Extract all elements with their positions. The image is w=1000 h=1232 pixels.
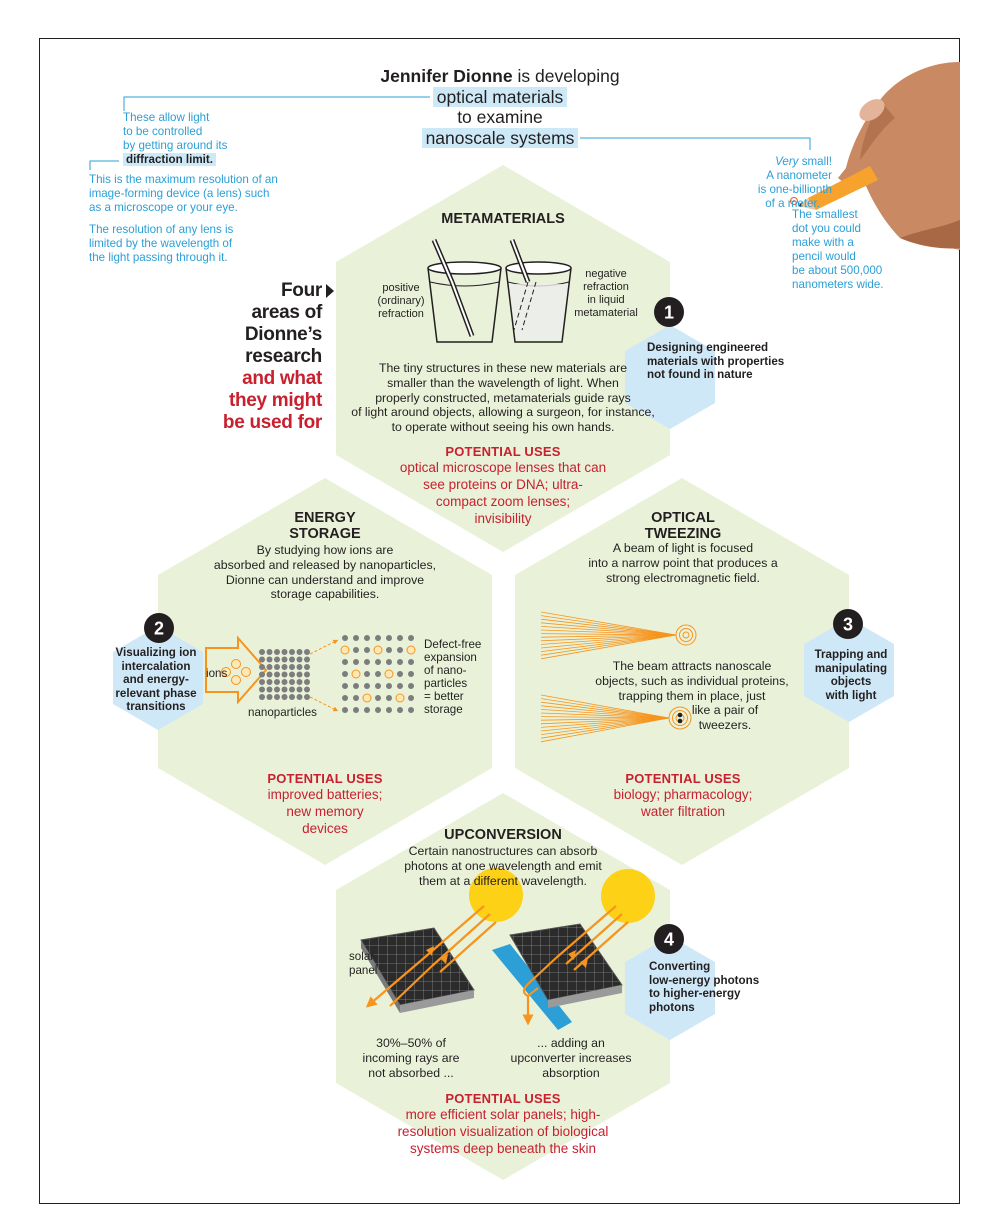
label-text: 30%–50% of	[376, 1036, 446, 1050]
note-pencil-dot	[792, 208, 884, 292]
nanoparticle-dot	[289, 664, 295, 670]
nanoparticle-dot	[342, 659, 348, 665]
note-text: limited by the wavelength of	[89, 237, 233, 250]
header-line1: is developing	[517, 66, 620, 86]
nanoparticle-dot	[342, 635, 348, 641]
nanoparticle-dot	[282, 694, 288, 700]
nanoparticle-dot	[267, 687, 273, 693]
nanoparticle-dot	[274, 672, 280, 678]
note-text: be about 500,000	[792, 264, 883, 277]
note-text: The smallest	[792, 208, 858, 221]
nanoparticle-dot	[397, 659, 403, 665]
nanoparticle-dot	[282, 687, 288, 693]
label-text: (ordinary)	[377, 295, 425, 307]
label-text: in liquid	[587, 294, 625, 306]
nanoparticle-dot	[297, 664, 303, 670]
intro-line: they might	[228, 390, 322, 411]
label-text: positive	[382, 282, 420, 294]
uses-line: improved batteries;	[267, 787, 383, 802]
label-text: of nano-	[424, 664, 467, 677]
nanoparticle-dot	[375, 707, 381, 713]
intro-arrow-icon	[326, 284, 334, 298]
badge-line: and energy-	[123, 673, 189, 686]
nanoparticle-dot	[386, 635, 392, 641]
body-line: Dionne can understand and improve	[225, 572, 425, 587]
title-line: ENERGY	[294, 510, 356, 526]
ion-dot	[407, 646, 415, 654]
intro-line: Four	[280, 280, 322, 301]
label-text: refraction	[583, 281, 629, 293]
body-line: them at a different wavelength.	[419, 873, 587, 888]
metamaterials-description	[350, 361, 656, 435]
body-line: objects, such as individual proteins,	[595, 673, 789, 688]
uses-title: POTENTIAL USES	[445, 444, 561, 459]
badge-line: photons	[649, 1000, 695, 1014]
body-line: like a pair of	[691, 703, 759, 718]
energy-storage-title	[225, 510, 425, 542]
nanoparticle-dot	[397, 647, 403, 653]
nanoparticle-dot	[259, 657, 265, 663]
uses-line: more efficient solar panels; high-	[405, 1107, 601, 1122]
nanoparticle-dot	[375, 635, 381, 641]
nanoparticle-dot	[408, 635, 414, 641]
ion-dot	[363, 694, 371, 702]
metamaterials-title: METAMATERIALS	[441, 211, 565, 227]
badge-2-number: 2	[153, 618, 165, 639]
nanoparticle-dot	[397, 707, 403, 713]
tweezing-description-2	[582, 659, 802, 733]
badge-line: Visualizing ion	[115, 646, 197, 659]
label-text: panel	[349, 964, 378, 977]
nanoparticle-dot	[386, 659, 392, 665]
nanoparticle-dot	[259, 649, 265, 655]
note-text: by getting around its	[123, 139, 228, 152]
note-small: small!	[801, 155, 832, 168]
uses-line: new memory	[286, 804, 364, 819]
nanoparticle-dot	[289, 679, 295, 685]
body-line: smaller than the wavelength of light. When	[387, 375, 619, 390]
badge-line: to higher-energy	[649, 987, 741, 1000]
uses-line: resolution visualization of biological	[397, 1124, 609, 1139]
nanoparticle-dot	[386, 647, 392, 653]
nanoparticle-dot	[297, 649, 303, 655]
note-text: image-forming device (a lens) such	[89, 187, 270, 200]
body-line: absorbed and released by nanoparticles,	[213, 557, 437, 572]
nanoparticle-dot	[375, 659, 381, 665]
nanoparticle-dot	[297, 657, 303, 663]
note-text: dot you could	[792, 222, 861, 235]
nanoparticle-dot	[353, 707, 359, 713]
intro-line: Dionne’s	[244, 324, 322, 345]
body-line: into a narrow point that produces a	[588, 555, 778, 570]
nanoparticle-dot	[267, 664, 273, 670]
note-text: These allow light	[123, 111, 210, 124]
note-text: as a microscope or your eye.	[89, 201, 238, 214]
uses-title: POTENTIAL USES	[445, 1091, 561, 1106]
label-text: metamaterial	[574, 307, 638, 319]
nanoparticle-dot	[289, 687, 295, 693]
nanoparticle-dot	[274, 649, 280, 655]
note-text: pencil would	[792, 250, 856, 263]
body-line: Certain nanostructures can absorb	[408, 844, 598, 858]
body-line: A beam of light is focused	[612, 541, 754, 555]
nanoparticle-dot	[297, 694, 303, 700]
badge-line: Designing engineered	[647, 341, 769, 354]
nanoparticle-dot	[342, 695, 348, 701]
note-text: is one-billionth	[757, 183, 832, 196]
nanoparticle-dot	[304, 672, 310, 678]
label-text: absorption	[542, 1065, 600, 1080]
body-line: The beam attracts nanoscale	[612, 659, 772, 673]
nanoparticle-dot	[342, 671, 348, 677]
nanoparticle-dot	[274, 694, 280, 700]
body-line: of light around objects, allowing a surgeon, for instance,	[351, 405, 655, 420]
badge-line: materials with properties	[647, 354, 785, 368]
badge-1-label	[647, 341, 784, 382]
nanoparticle-dot	[282, 664, 288, 670]
badge-line: transitions	[126, 700, 186, 713]
nanoparticle-dot	[304, 687, 310, 693]
nanoparticle-dot	[386, 683, 392, 689]
nanoparticle-dot	[267, 679, 273, 685]
ion-dot	[341, 646, 349, 654]
note-text: the light passing through it.	[89, 251, 228, 264]
nanoparticle-dot	[397, 671, 403, 677]
note-light-control	[123, 111, 227, 167]
badge-3-label	[808, 648, 894, 702]
header-optical-materials: optical materials	[433, 87, 567, 107]
nanoparticle-dot	[259, 694, 265, 700]
nanoparticle-dot	[274, 687, 280, 693]
nanoparticle-dot	[408, 659, 414, 665]
nanoparticle-dot	[397, 683, 403, 689]
nanoparticle-dot	[289, 649, 295, 655]
ion-dot	[385, 670, 393, 678]
upconversion-uses	[363, 1091, 643, 1157]
nanoparticle-dot	[304, 657, 310, 663]
badge-line: relevant phase	[115, 686, 197, 700]
label-defect-free	[424, 638, 481, 716]
nanoparticle-dot	[408, 671, 414, 677]
nanoparticle-dot	[267, 657, 273, 663]
note-text: of a meter.	[765, 197, 820, 210]
uses-line: see proteins or DNA; ultra-	[423, 477, 583, 492]
label-not-absorbed	[351, 1036, 471, 1080]
label-text: ... adding an	[537, 1036, 605, 1050]
label-text: upconverter increases	[510, 1050, 632, 1065]
label-ions: ions	[206, 667, 228, 680]
label-text: Defect-free	[424, 638, 482, 651]
nanoparticle-dot	[408, 695, 414, 701]
body-line: storage capabilities.	[270, 587, 380, 602]
header-nanoscale-systems: nanoscale systems	[422, 128, 579, 148]
badge-line: with light	[825, 688, 877, 702]
label-text: storage	[424, 703, 463, 716]
nanoparticle-dot	[353, 659, 359, 665]
label-solar-panel	[349, 950, 377, 978]
nanoparticle-dot	[259, 672, 265, 678]
uses-line: optical microscope lenses that can	[399, 460, 607, 475]
label-text: refraction	[378, 308, 424, 320]
body-line: The tiny structures in these new materials are	[378, 361, 628, 375]
label-text: particles	[424, 677, 468, 690]
tweezing-uses	[583, 771, 783, 820]
label-upconverter	[496, 1036, 646, 1080]
label-text: expansion	[424, 651, 477, 664]
uses-line: devices	[302, 821, 348, 836]
nanoparticle-dot	[282, 649, 288, 655]
nanoparticle-dot	[274, 664, 280, 670]
label-text: negative	[585, 268, 627, 280]
nanoparticle-dot	[375, 695, 381, 701]
note-diffraction-definition	[89, 173, 278, 215]
intro-line: areas of	[251, 302, 322, 323]
badge-line: Converting	[649, 960, 711, 973]
intro-line: research	[245, 346, 322, 367]
nanoparticle-dot	[304, 649, 310, 655]
badge-line: low-energy photons	[649, 973, 760, 987]
uses-line: compact zoom lenses;	[435, 494, 571, 509]
nanoparticle-dot	[364, 647, 370, 653]
header-line3: to examine	[457, 107, 543, 127]
body-line: trapping them in place, just	[618, 688, 766, 703]
optical-tweezing-title	[583, 510, 783, 542]
nanoparticle-dot	[304, 679, 310, 685]
nanoparticle-dot	[297, 679, 303, 685]
nanoparticle-dot	[364, 635, 370, 641]
nanoparticle-dot	[297, 672, 303, 678]
badge-4-label	[649, 960, 759, 1014]
nanoparticle-dot	[304, 694, 310, 700]
nanoparticle-dot	[267, 649, 273, 655]
label-text: solar	[349, 950, 375, 963]
nanoparticle-dot	[289, 694, 295, 700]
badge-line: not found in nature	[647, 368, 753, 381]
nanoparticle-dot	[364, 671, 370, 677]
label-positive-refraction	[366, 282, 436, 321]
header-title	[330, 66, 670, 148]
tweezing-description	[553, 541, 813, 585]
nanoparticle-dot	[282, 679, 288, 685]
nanoparticle-dot	[289, 657, 295, 663]
note-text: This is the maximum resolution of an	[89, 173, 278, 186]
note-text: A nanometer	[766, 169, 832, 182]
body-line: properly constructed, metamaterials guide rays	[375, 390, 631, 405]
title-line: STORAGE	[289, 526, 361, 542]
badge-line: intercalation	[121, 659, 191, 673]
note-text: The resolution of any lens is	[89, 223, 234, 236]
uses-line: systems deep beneath the skin	[409, 1141, 597, 1156]
body-line: strong electromagnetic field.	[606, 570, 760, 585]
badge-2-label	[90, 646, 222, 714]
note-text: to be controlled	[123, 125, 203, 138]
intro-line: be used for	[222, 412, 322, 433]
nanoparticle-dot	[386, 695, 392, 701]
nanoparticle-dot	[397, 635, 403, 641]
nanoparticle-dot	[364, 707, 370, 713]
nanoparticle-dot	[274, 657, 280, 663]
nanoparticle-dot	[408, 707, 414, 713]
nanoparticle-dot	[342, 683, 348, 689]
badge-line: manipulating	[814, 661, 888, 675]
nanoparticle-dot	[364, 659, 370, 665]
note-nanometer	[728, 155, 832, 211]
body-line: By studying how ions are	[256, 543, 394, 557]
label-nanoparticles: nanoparticles	[248, 706, 317, 719]
badge-3-number: 3	[842, 614, 854, 635]
badge-4-number: 4	[663, 929, 675, 950]
nanoparticle-dot	[408, 683, 414, 689]
nanoparticle-dot	[353, 635, 359, 641]
nanoparticle-dot	[259, 664, 265, 670]
label-text: = better	[424, 690, 464, 703]
badge-line: Trapping and	[814, 648, 888, 661]
title-line: OPTICAL	[651, 510, 715, 526]
upconversion-description	[383, 844, 623, 888]
nanoparticle-dot	[289, 672, 295, 678]
nanoparticle-dot	[375, 671, 381, 677]
label-negative-refraction	[564, 268, 648, 320]
body-line: tweezers.	[698, 718, 752, 733]
note-text: make with a	[792, 236, 854, 249]
note-lens-resolution	[89, 223, 233, 265]
nanoparticle-dot	[259, 679, 265, 685]
upconversion-title: UPCONVERSION	[444, 827, 562, 843]
nanoparticle-dot	[353, 647, 359, 653]
nanoparticle-dot	[386, 707, 392, 713]
uses-line: invisibility	[474, 511, 532, 526]
ion-dot	[396, 694, 404, 702]
nanoparticle-dot	[353, 695, 359, 701]
intro-heading	[190, 280, 322, 434]
energy-description	[195, 543, 455, 602]
nanoparticle-dot	[282, 657, 288, 663]
nanoparticle-dot	[353, 683, 359, 689]
note-text: nanometers wide.	[792, 278, 884, 291]
ion-dot	[374, 646, 382, 654]
nanoparticle-dot	[267, 694, 273, 700]
nanoparticle-dot	[364, 683, 370, 689]
title-line: TWEEZING	[644, 526, 722, 542]
label-text: incoming rays are	[362, 1050, 460, 1065]
body-line: to operate without seeing his own hands.	[391, 420, 615, 435]
nanoparticle-dot	[342, 707, 348, 713]
note-very: Very	[775, 155, 799, 168]
ion-dot	[352, 670, 360, 678]
nanoparticle-dot	[267, 672, 273, 678]
nanoparticle-dot	[375, 683, 381, 689]
uses-title: POTENTIAL USES	[267, 771, 383, 786]
nanoparticle-dot	[304, 664, 310, 670]
nanoparticle-dot	[297, 687, 303, 693]
label-text: not absorbed ...	[368, 1065, 454, 1080]
nanoparticle-dot	[274, 679, 280, 685]
uses-line: biology; pharmacology;	[613, 787, 753, 802]
uses-title: POTENTIAL USES	[625, 771, 741, 786]
energy-uses	[225, 771, 425, 837]
diffraction-limit-highlight: diffraction limit.	[123, 153, 216, 166]
uses-line: water filtration	[640, 804, 726, 819]
nanoparticle-dot	[282, 672, 288, 678]
body-line: photons at one wavelength and emit	[404, 858, 602, 873]
intro-line: and what	[242, 368, 322, 389]
header-name: Jennifer Dionne	[380, 66, 513, 86]
badge-1-number: 1	[663, 302, 675, 323]
badge-line: objects	[830, 675, 872, 688]
nanoparticle-dot	[259, 687, 265, 693]
